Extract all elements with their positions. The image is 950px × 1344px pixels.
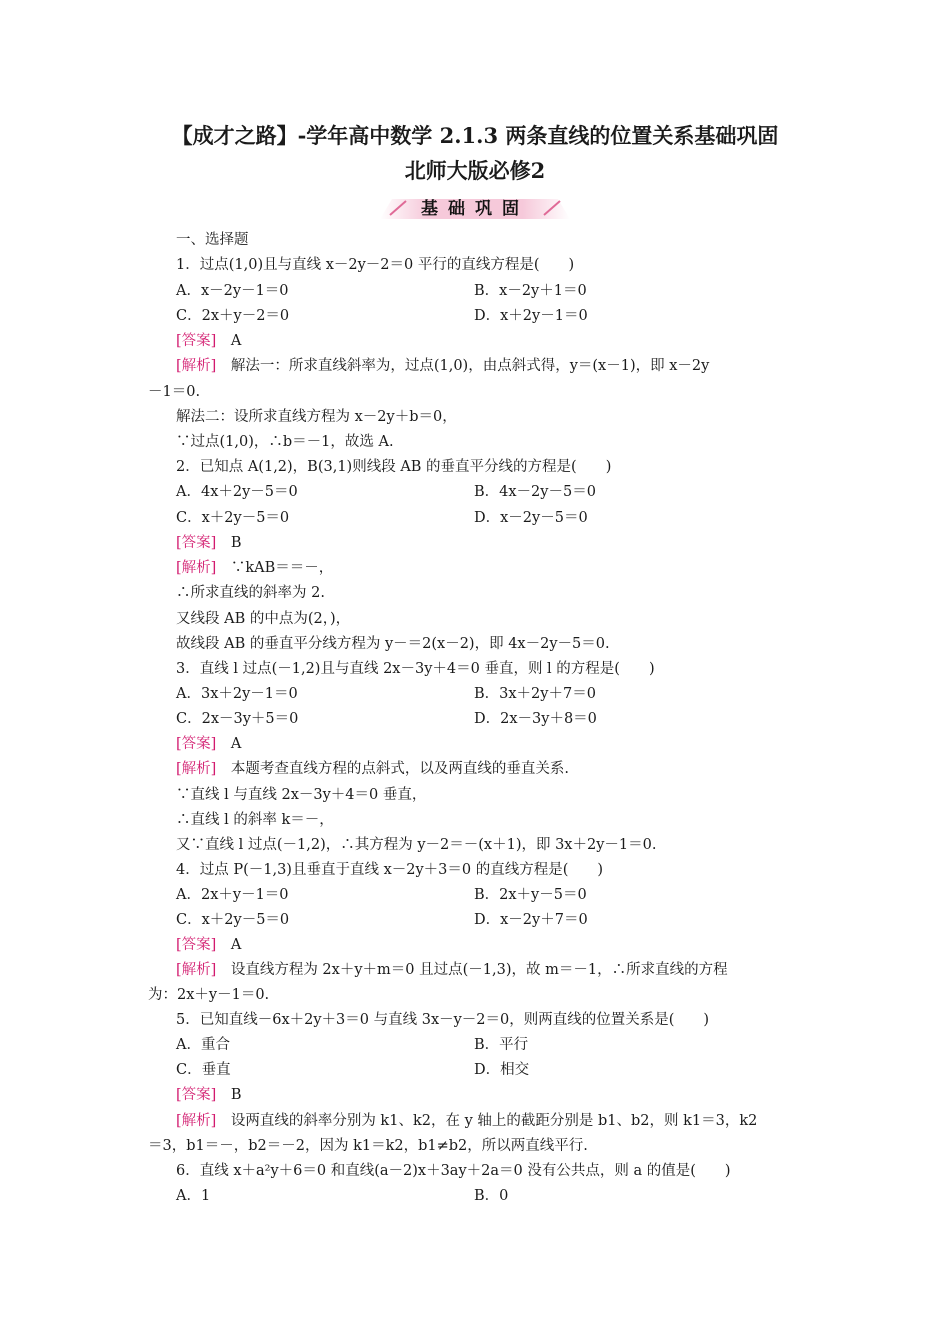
q2-analysis-text-1: ∵kAB＝＝－， xyxy=(230,560,334,576)
section-heading: 一、选择题 xyxy=(176,232,249,248)
q3-analysis-2: ∵直线 l 与直线 2x－3y＋4＝0 垂直， xyxy=(176,787,427,803)
q3-analysis-1 xyxy=(176,757,569,782)
analysis-tag: [解析] xyxy=(176,962,217,978)
doc-title-line2: 北师大版必修2 xyxy=(404,158,546,183)
analysis-tag: [解析] xyxy=(176,560,217,576)
q5-option-c: C．垂直 xyxy=(176,1062,231,1078)
q1-option-b: B．x－2y＋1＝0 xyxy=(474,283,587,299)
q5-stem: 5．已知直线－6x＋2y＋3＝0 与直线 3x－y－2＝0，则两直线的位置关系是( ) xyxy=(176,1012,710,1028)
q1-answer xyxy=(176,329,241,354)
q3-option-b: B．3x＋2y＋7＝0 xyxy=(474,686,596,702)
q3-option-c: C．2x－3y＋5＝0 xyxy=(176,711,299,727)
q1-analysis-3: 解法二：设所求直线方程为 x－2y＋b＝0， xyxy=(176,409,457,425)
q4-analysis-text-1: 设直线方程为 2x＋y＋m＝0 且过点(－1,3)，故 m＝－1，∴所求直线的方程 xyxy=(230,962,728,978)
q2-analysis-2: ∴所求直线的斜率为 2. xyxy=(176,585,325,601)
analysis-tag: [解析] xyxy=(176,761,217,777)
q2-option-c: C．x＋2y－5＝0 xyxy=(176,510,290,526)
q3-option-a: A．3x＋2y－1＝0 xyxy=(176,686,298,702)
q1-option-c: C．2x＋y－2＝0 xyxy=(176,308,290,324)
q6-option-b: B．0 xyxy=(474,1188,509,1204)
answer-tag: [答案] xyxy=(176,535,217,551)
q5-analysis-text-1: 设两直线的斜率分别为 k1、k2，在 y 轴上的截距分别是 b1、b2，则 k1＝3，k2 xyxy=(230,1113,758,1129)
q4-answer-value: A xyxy=(230,937,242,953)
q2-analysis-3: 又线段 AB 的中点为(2，)， xyxy=(176,611,351,627)
answer-tag: [答案] xyxy=(176,736,217,752)
q1-analysis-text-1: 解法一：所求直线斜率为，过点(1,0)，由点斜式得，y＝(x－1)，即 x－2y xyxy=(230,358,710,374)
q1-option-a: A．x－2y－1＝0 xyxy=(176,283,289,299)
q4-option-a: A．2x＋y－1＝0 xyxy=(176,887,289,903)
q2-answer xyxy=(176,531,241,556)
q1-stem: 1．过点(1,0)且与直线 x－2y－2＝0 平行的直线方程是( ) xyxy=(176,257,575,273)
q4-analysis-1 xyxy=(176,958,728,983)
q1-option-d: D．x＋2y－1＝0 xyxy=(474,308,588,324)
q2-answer-value: B xyxy=(230,535,242,551)
q2-option-b: B．4x－2y－5＝0 xyxy=(474,484,596,500)
q6-stem: 6．直线 x＋a²y＋6＝0 和直线(a－2)x＋3ay＋2a＝0 没有公共点，则 a 的值是( ) xyxy=(176,1163,731,1179)
q3-analysis-text-1: 本题考查直线方程的点斜式，以及两直线的垂直关系. xyxy=(230,761,569,777)
q4-option-d: D．x－2y＋7＝0 xyxy=(474,912,588,928)
doc-title-line1: 【成才之路】-学年高中数学 2.1.3 两条直线的位置关系基础巩固 xyxy=(171,123,779,148)
answer-tag: [答案] xyxy=(176,937,217,953)
q5-answer-value: B xyxy=(230,1087,242,1103)
analysis-tag: [解析] xyxy=(176,358,217,374)
q4-stem: 4．过点 P(－1,3)且垂直于直线 x－2y＋3＝0 的直线方程是( ) xyxy=(176,862,604,878)
section-banner xyxy=(380,195,570,223)
q2-stem: 2．已知点 A(1,2)，B(3,1)则线段 AB 的垂直平分线的方程是( ) xyxy=(176,459,612,475)
q2-option-a: A．4x＋2y－5＝0 xyxy=(176,484,298,500)
banner-text: 基础巩固 xyxy=(421,199,529,219)
q2-analysis-4: 故线段 AB 的垂直平分线方程为 y－＝2(x－2)，即 4x－2y－5＝0. xyxy=(176,636,610,652)
q4-answer xyxy=(176,933,241,958)
q4-option-c: C．x＋2y－5＝0 xyxy=(176,912,290,928)
q4-analysis-2: 为：2x＋y－1＝0. xyxy=(148,987,270,1003)
q5-option-a: A．重合 xyxy=(176,1037,230,1053)
q4-option-b: B．2x＋y－5＝0 xyxy=(474,887,587,903)
q3-analysis-3: ∴直线 l 的斜率 k＝－， xyxy=(176,812,334,828)
q1-analysis-1 xyxy=(176,354,709,379)
q3-analysis-4: 又∵直线 l 过点(－1,2)，∴其方程为 y－2＝－(x＋1)，即 3x＋2y－1＝0. xyxy=(176,837,657,853)
answer-tag: [答案] xyxy=(176,333,217,349)
q1-analysis-4: ∵过点(1,0)，∴b＝－1，故选 A. xyxy=(176,434,394,450)
q6-option-a: A．1 xyxy=(176,1188,211,1204)
q5-analysis-2: ＝3，b1＝－，b2＝－2，因为 k1＝k2，b1≠b2，所以两直线平行. xyxy=(148,1138,588,1154)
q1-analysis-2: －1＝0. xyxy=(148,384,201,400)
q3-stem: 3．直线 l 过点(－1,2)且与直线 2x－3y＋4＝0 垂直，则 l 的方程是( ) xyxy=(176,661,655,677)
q2-analysis-1 xyxy=(176,556,333,581)
answer-tag: [答案] xyxy=(176,1087,217,1103)
q3-answer-value: A xyxy=(230,736,242,752)
q5-answer xyxy=(176,1083,241,1108)
q3-answer xyxy=(176,732,241,757)
q3-option-d: D．2x－3y＋8＝0 xyxy=(474,711,597,727)
q5-option-d: D．相交 xyxy=(474,1062,530,1078)
q1-answer-value: A xyxy=(230,333,242,349)
q2-option-d: D．x－2y－5＝0 xyxy=(474,510,588,526)
q5-option-b: B．平行 xyxy=(474,1037,529,1053)
q5-analysis-1 xyxy=(176,1109,757,1134)
analysis-tag: [解析] xyxy=(176,1113,217,1129)
